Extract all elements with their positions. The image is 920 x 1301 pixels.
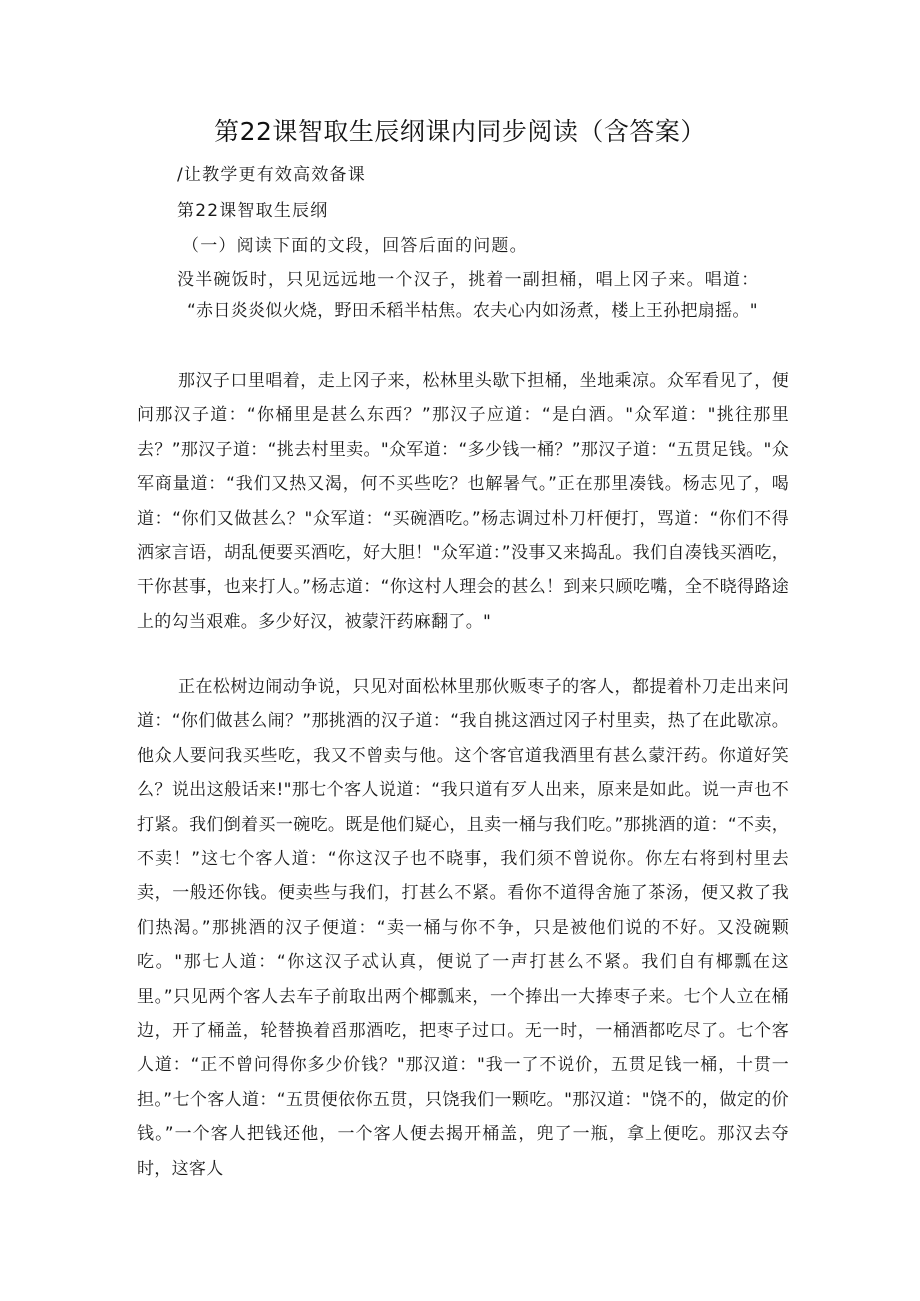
intro-line: 没半碗饭时，只见远远地一个汉子，挑着一副担桶，唱上冈子来。唱道： bbox=[177, 270, 760, 290]
document-title: 第22课智取生辰纲课内同步阅读（含答案） bbox=[214, 117, 706, 146]
subtitle-line: /让教学更有效高效备课 bbox=[177, 165, 366, 185]
paragraph-2: 正在松树边闹动争说，只见对面松林里那伙贩枣子的客人，都提着朴刀走出来问道：“你们做甚么闹？”那挑酒的汉子道：“我自挑这酒过冈子村里卖，热了在此歇凉。他众人要问我买些吃，我又不曾卖与他。这个客官道我酒里有甚么蒙汗药。你道好笑么？说出这般话来!"那七个客人说道：“我只道有歹人出来，原来是如此。说一声也不打紧。我们倒着买一碗吃。既是他们疑心，且卖一桶与我们吃。”那挑酒的道：“不卖，不卖！”这七个客人道：“你这汉子也不晓事，我们须不曾说你。你左右将到村里去卖，一般还你钱。便卖些与我们，打甚么不紧。看你不道得舍施了茶汤，便又救了我们热渴。”那挑酒的汉子便道：“卖一桶与你不争，只是被他们说的不好。又没碗颗吃。"那七人道：“你这汉子忒认真，便说了一声打甚么不紧。我们自有椰瓢在这里。”只见两个客人去车子前取出两个椰瓢来，一个捧出一大捧枣子来。七个人立在桶边，开了桶盖，轮替换着舀那酒吃，把枣子过口。无一时，一桶酒都吃尽了。七个客人道：“正不曾问得你多少价钱？"那汉道："我一了不说价，五贯足钱一桶，十贯一担。”七个客人道：“五贯便依你五贯，只饶我们一颗吃。"那汉道："饶不的，做定的价钱。”一个客人把钱还他，一个客人便去揭开桶盖，兜了一瓶，拿上便吃。那汉去夺时，这客人 bbox=[137, 677, 789, 1179]
section-heading: （一）阅读下面的文段，回答后面的问题。 bbox=[182, 236, 528, 256]
paragraph-1: 那汉子口里唱着，走上冈子来，松林里头歇下担桶，坐地乘凉。众军看见了，便问那汉子道：“你桶里是甚么东西？”那汉子应道：“是白酒。"众军道："挑往那里去？”那汉子道：“挑去村里卖。"众军道：“多少钱一桶？”那汉子道：“五贯足钱。"众军商量道：“我们又热又渴，何不买些吃？也解暑气。”正在那里凑钱。杨志见了，喝道：“你们又做甚么？"众军道：“买碗酒吃。”杨志调过朴刀杆便打，骂道：“你们不得洒家言语，胡乱便要买酒吃，好大胆！"众军道：”没事又来捣乱。我们自凑钱买酒吃，干你甚事，也来打人。”杨志道：“你这村人理会的甚么！到来只顾吃嘴，全不晓得路途上的勾当艰难。多少好汉，被蒙汗药麻翻了。" bbox=[137, 371, 789, 632]
poem-verse: “赤日炎炎似火烧，野田禾稻半枯焦。农夫心内如汤煮，楼上王孙把扇摇。" bbox=[187, 301, 758, 321]
lesson-heading: 第22课智取生辰纲 bbox=[177, 201, 329, 221]
